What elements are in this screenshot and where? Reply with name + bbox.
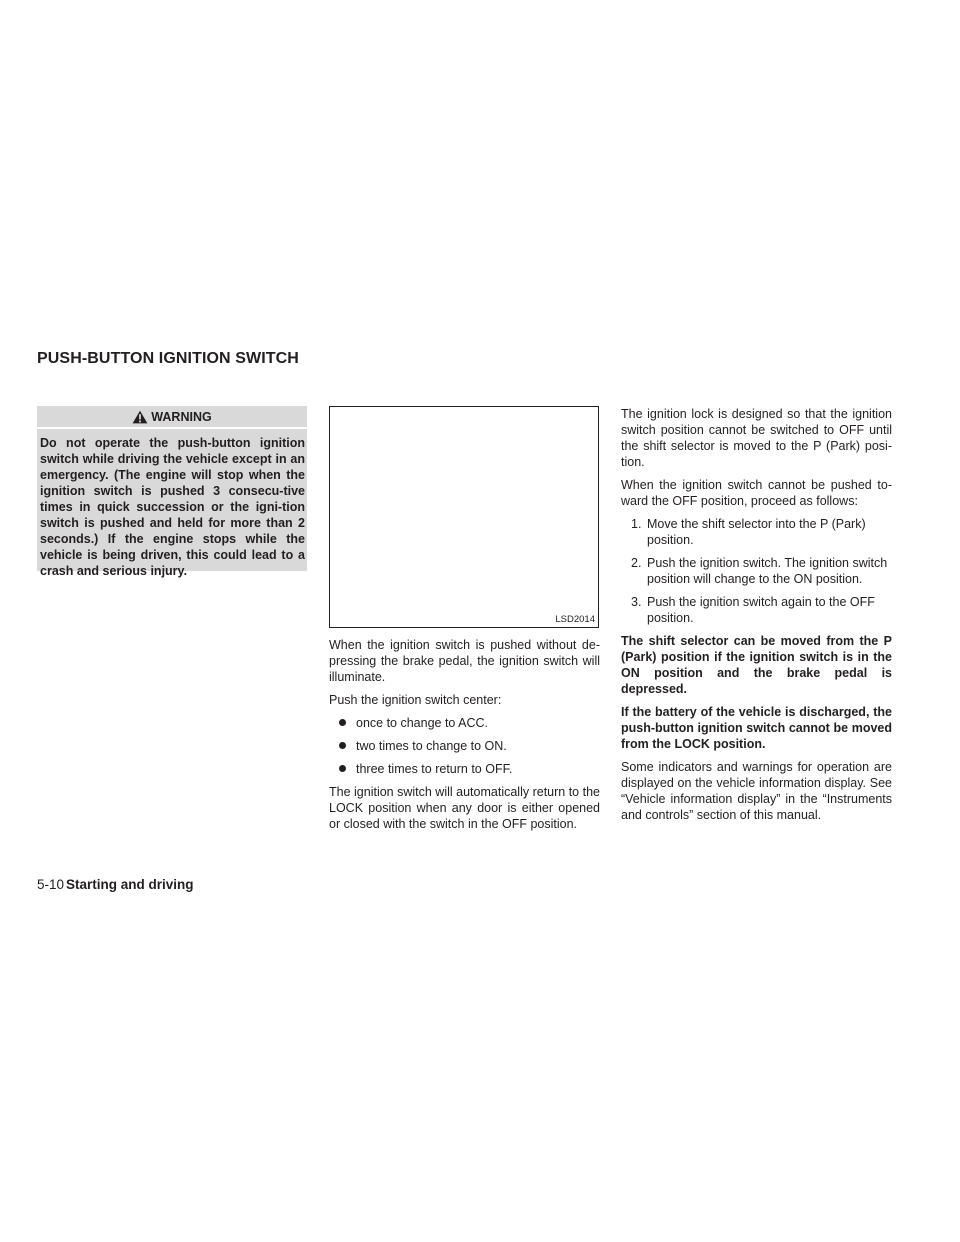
- list-item: [621, 594, 892, 626]
- list-item-text: three times to return to OFF.: [356, 762, 513, 776]
- column-middle: [329, 637, 600, 839]
- paragraph: When the ignition switch is pushed without de-pressing the brake pedal, the ignition switch will illuminate.: [329, 638, 600, 684]
- step-number: 2.: [631, 556, 642, 570]
- warning-header: [37, 406, 307, 429]
- list-item: [329, 761, 600, 777]
- list-item: [621, 555, 892, 587]
- step-text: Move the shift selector into the P (Park) position.: [647, 517, 866, 547]
- paragraph: When the ignition switch cannot be pushed to-ward the OFF position, proceed as follows:: [621, 478, 892, 508]
- paragraph: The ignition switch will automatically return to the LOCK position when any door is either opened or closed with the switch in the OFF position.: [329, 785, 600, 831]
- step-text: Push the ignition switch. The ignition switch position will change to the ON position.: [647, 556, 888, 586]
- paragraph: The ignition lock is designed so that the ignition switch position cannot be switched to OFF until the shift selector is moved to the P (Park) posi-tion.: [621, 407, 892, 469]
- list-item: [329, 738, 600, 754]
- page-number: 5-10: [37, 877, 65, 892]
- bullet-list: [329, 715, 600, 777]
- list-item-text: once to change to ACC.: [356, 716, 489, 730]
- step-number: 1.: [631, 517, 642, 531]
- warning-text: Do not operate the push-button ignition switch while driving the vehicle except in an emergency. (The engine will stop when the ignition switch is pushed 3 consecu-tive times in quick succession or the igni-tion switch is pushed and held for more than 2 seconds.) If the engine stops while the vehicle is being driven, this could lead to a crash and serious injury.: [40, 436, 305, 578]
- step-number: 3.: [631, 595, 642, 609]
- warning-triangle-icon: [132, 410, 148, 424]
- section-title: PUSH-BUTTON IGNITION SWITCH: [37, 350, 299, 367]
- bold-note: If the battery of the vehicle is discharged, the push-button ignition switch cannot be moved from the LOCK position.: [621, 705, 892, 751]
- numbered-list: [621, 516, 892, 626]
- bullet-icon: [339, 765, 346, 772]
- bullet-icon: [339, 742, 346, 749]
- warning-box: [37, 406, 307, 578]
- list-item: [621, 516, 892, 548]
- bullet-icon: [339, 719, 346, 726]
- column-right: [621, 406, 892, 830]
- list-item-text: two times to change to ON.: [356, 739, 507, 753]
- chapter-title: Starting and driving: [66, 877, 194, 892]
- page-footer: [37, 877, 194, 892]
- bold-note: The shift selector can be moved from the P (Park) position if the ignition switch is in the ON position and the brake pedal is depressed.: [621, 634, 892, 696]
- paragraph: Push the ignition switch center:: [329, 693, 502, 707]
- figure-id: LSD2014: [555, 614, 595, 625]
- figure-placeholder: [329, 406, 599, 628]
- warning-title: WARNING: [151, 409, 212, 424]
- list-item: [329, 715, 600, 731]
- step-text: Push the ignition switch again to the OFF position.: [647, 595, 875, 625]
- paragraph: Some indicators and warnings for operation are displayed on the vehicle information display. See “Vehicle information display” in the “Instruments and controls” section of this manual.: [621, 760, 892, 822]
